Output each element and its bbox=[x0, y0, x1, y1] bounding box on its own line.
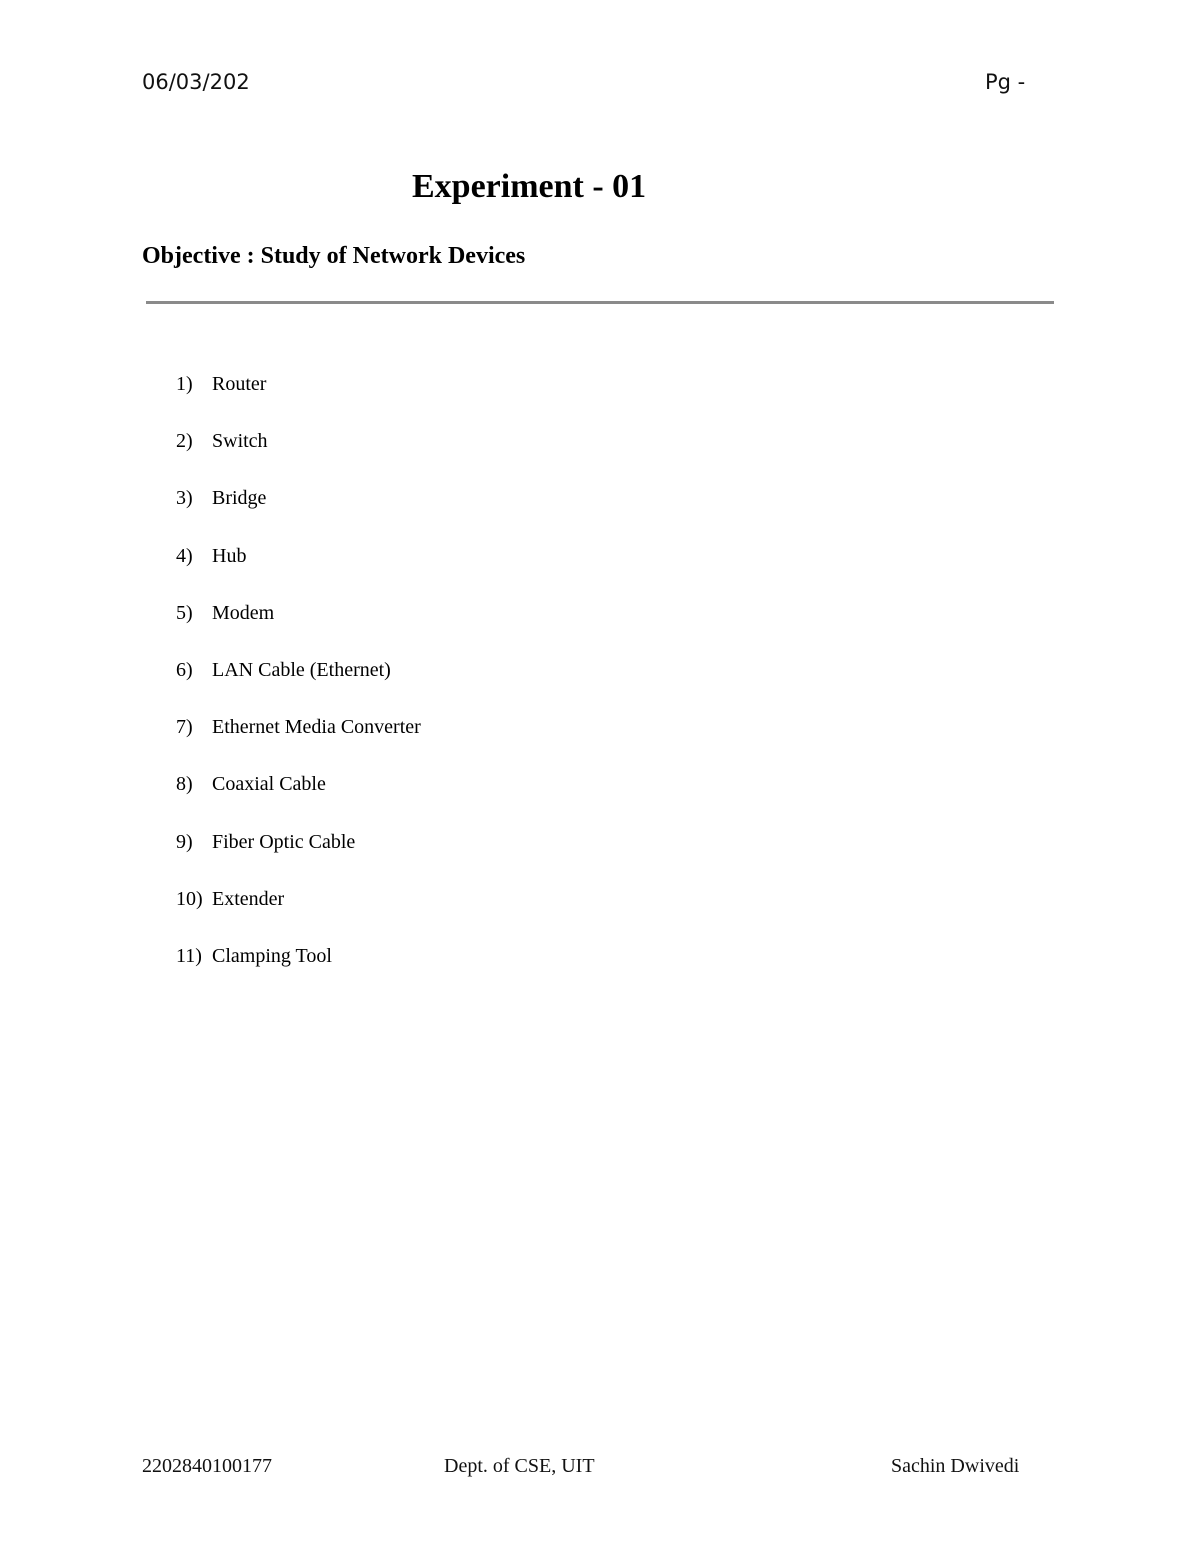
list-item-label: Bridge bbox=[212, 487, 267, 510]
list-item bbox=[176, 942, 421, 999]
page-title: Experiment - 01 bbox=[412, 168, 647, 205]
header-page-number: Pg - bbox=[985, 70, 1026, 94]
list-item-label: Extender bbox=[212, 887, 285, 910]
list-item bbox=[176, 713, 421, 770]
objective-heading: Objective : Study of Network Devices bbox=[142, 243, 526, 269]
list-item bbox=[176, 370, 421, 427]
list-item-label: Ethernet Media Converter bbox=[212, 716, 421, 739]
list-item-number: 6) bbox=[176, 658, 193, 681]
list-item bbox=[176, 542, 421, 599]
list-item bbox=[176, 770, 421, 827]
list-item bbox=[176, 828, 421, 885]
horizontal-divider bbox=[146, 301, 1054, 304]
footer-author-name: Sachin Dwivedi bbox=[891, 1455, 1020, 1477]
list-item-number: 10) bbox=[176, 887, 203, 910]
list-item-number: 8) bbox=[176, 773, 193, 796]
list-item-number: 3) bbox=[176, 487, 193, 510]
list-item bbox=[176, 656, 421, 713]
list-item bbox=[176, 885, 421, 942]
device-list bbox=[176, 370, 421, 999]
list-item bbox=[176, 427, 421, 484]
list-item bbox=[176, 484, 421, 541]
footer-department: Dept. of CSE, UIT bbox=[444, 1455, 595, 1477]
list-item bbox=[176, 599, 421, 656]
list-item-label: Modem bbox=[212, 601, 275, 624]
list-item-label: Coaxial Cable bbox=[212, 773, 326, 796]
list-item-label: Fiber Optic Cable bbox=[212, 830, 356, 853]
footer-enrollment-id: 2202840100177 bbox=[142, 1455, 272, 1477]
list-item-number: 9) bbox=[176, 830, 193, 853]
list-item-number: 5) bbox=[176, 601, 193, 624]
list-item-number: 2) bbox=[176, 430, 193, 453]
list-item-label: LAN Cable (Ethernet) bbox=[212, 658, 391, 681]
list-item-number: 11) bbox=[176, 944, 202, 967]
list-item-label: Clamping Tool bbox=[212, 944, 332, 967]
list-item-number: 7) bbox=[176, 716, 193, 739]
list-item-label: Switch bbox=[212, 430, 268, 453]
header-date: 06/03/202 bbox=[142, 70, 250, 94]
list-item-label: Router bbox=[212, 373, 267, 395]
list-item-number: 4) bbox=[176, 544, 193, 567]
list-item-number: 1) bbox=[176, 373, 193, 395]
list-item-label: Hub bbox=[212, 544, 247, 567]
